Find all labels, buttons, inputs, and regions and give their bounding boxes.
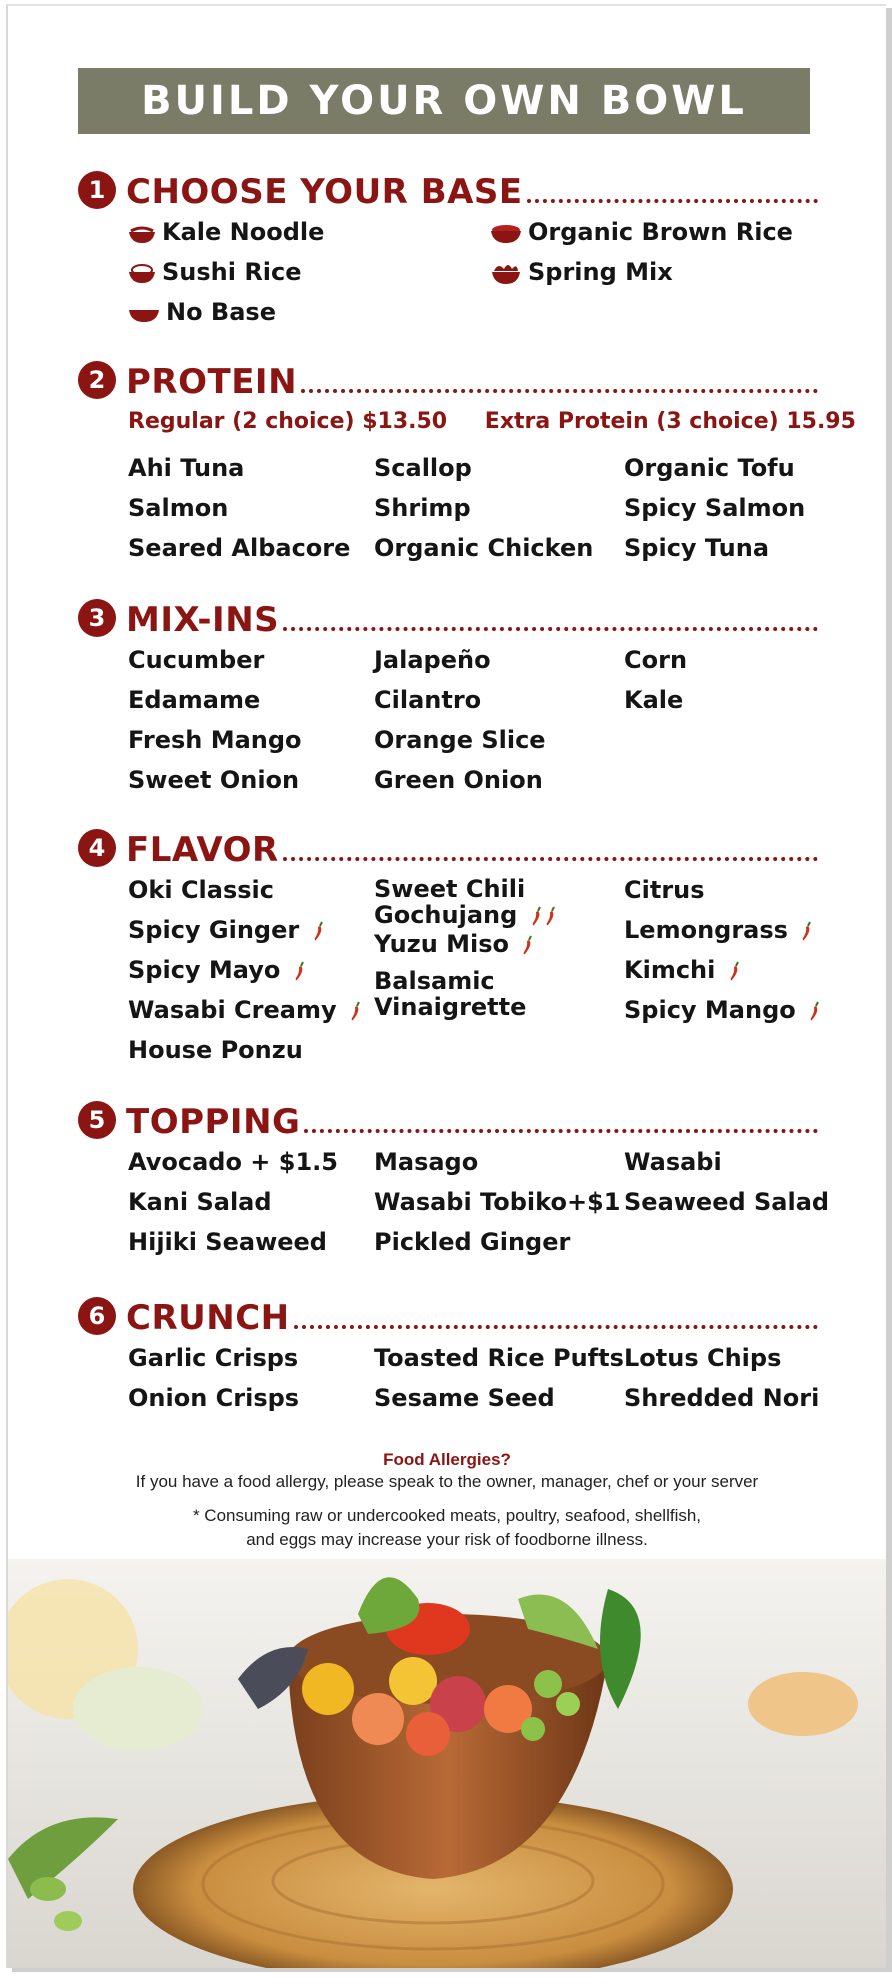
base-option: Organic Brown Rice: [490, 212, 793, 252]
section-crunch: [78, 1294, 818, 1422]
topping-col-2: [374, 1142, 620, 1262]
base-option: Spring Mix: [490, 252, 793, 292]
base-option: No Base: [128, 292, 324, 332]
menu-item: Spicy Tuna: [624, 534, 770, 562]
extra-price: Extra Protein (3 choice) 15.95: [484, 409, 856, 434]
allergy-text: If you have a food allergy, please speak to the owner, manager, chef or your server: [135, 1472, 759, 1491]
menu-item: Cucumber: [128, 646, 265, 674]
flavor-options: [128, 870, 818, 1074]
section-title: CRUNCH: [126, 1298, 290, 1338]
chili-pepper-icon: [727, 960, 741, 982]
chili-pepper-icon: [348, 1000, 362, 1022]
step-number: 3: [78, 599, 116, 637]
topping-options: [128, 1142, 830, 1266]
menu-item: Shredded Nori: [624, 1384, 820, 1412]
dotted-leader: [294, 1325, 818, 1329]
section-header: [78, 358, 818, 402]
menu-item: Edamame: [128, 686, 261, 714]
mixins-col-3: [624, 640, 687, 720]
menu-item: Masago: [374, 1148, 479, 1176]
menu-item: Spicy Mango: [624, 990, 821, 1030]
consumer-warning-line-2: and eggs may increase your risk of foodborne illness.: [246, 1530, 648, 1549]
mixins-col-2: [374, 640, 546, 800]
dotted-leader: [304, 1129, 818, 1133]
crunch-options: [128, 1338, 818, 1422]
section-topping: [78, 1098, 830, 1266]
flavor-col-3: [624, 870, 821, 1030]
menu-item: Spicy Salmon: [624, 494, 806, 522]
chili-pepper-icon: [292, 960, 306, 982]
protein-col-2: [374, 448, 593, 568]
allergy-heading: Food Allergies?: [383, 1450, 511, 1469]
base-col-2: [490, 212, 793, 292]
menu-item: Green Onion: [374, 766, 543, 794]
section-title: MIX-INS: [126, 600, 280, 640]
section-header: [78, 1294, 818, 1338]
crunch-col-2: [374, 1338, 624, 1418]
bowl-icon: [128, 222, 156, 244]
menu-item: Garlic Crisps: [128, 1344, 299, 1372]
mixins-col-1: [128, 640, 302, 800]
menu-item: Kani Salad: [128, 1188, 272, 1216]
menu-item: Organic Tofu: [624, 454, 795, 482]
section-title: CHOOSE YOUR BASE: [126, 172, 523, 212]
topping-col-3: [624, 1142, 829, 1222]
mixins-options: [128, 640, 818, 804]
base-col-1: [128, 212, 324, 332]
section-flavor: [78, 826, 818, 1074]
protein-options: [128, 448, 818, 572]
menu-item: Yuzu Miso: [374, 924, 614, 964]
crunch-col-3: [624, 1338, 819, 1418]
regular-price: Regular (2 choice) $13.50: [128, 409, 448, 434]
crunch-col-1: [128, 1338, 299, 1418]
menu-item: Oki Classic: [128, 876, 275, 904]
bowl-icon: [490, 222, 522, 244]
protein-col-1: [128, 448, 350, 568]
chili-pepper-icon: [543, 905, 557, 927]
section-base: [78, 168, 818, 332]
section-header: [78, 168, 818, 212]
dotted-leader: [283, 857, 818, 861]
allergy-notice: [8, 1450, 886, 1552]
menu-item: Fresh Mango: [128, 726, 302, 754]
menu-item: Seaweed Salad: [624, 1188, 830, 1216]
topping-col-1: [128, 1142, 338, 1262]
poke-bowl-illustration: [8, 1559, 886, 1968]
menu-item: Wasabi: [624, 1148, 722, 1176]
menu-item: Lemongrass: [624, 910, 821, 950]
menu-item: Seared Albacore: [128, 534, 351, 562]
protein-col-3: [624, 448, 805, 568]
section-title: TOPPING: [126, 1102, 301, 1142]
flavor-col-1: [128, 870, 362, 1070]
menu-item: Hijiki Seaweed: [128, 1228, 327, 1256]
section-protein: [78, 358, 856, 572]
bowl-icon: [128, 302, 160, 324]
protein-pricing: [128, 402, 856, 442]
menu-item: Onion Crisps: [128, 1384, 300, 1412]
menu-item: Salmon: [128, 494, 229, 522]
menu-item: Corn: [624, 646, 688, 674]
menu-item: Scallop: [374, 454, 472, 482]
menu-item: Sesame Seed: [374, 1384, 555, 1412]
menu-item: Orange Slice: [374, 726, 546, 754]
chili-pepper-icon: [799, 920, 813, 942]
section-header: [78, 1098, 818, 1142]
menu-item: House Ponzu: [128, 1036, 303, 1064]
flavor-col-2: [374, 876, 614, 1022]
section-title: FLAVOR: [126, 830, 279, 870]
menu-item: Spicy Ginger: [128, 910, 362, 950]
chili-pepper-icon: [311, 920, 325, 942]
menu-item: Organic Chicken: [374, 534, 594, 562]
step-number: 2: [78, 361, 116, 399]
menu-item: Pickled Ginger: [374, 1228, 571, 1256]
section-header: [78, 826, 818, 870]
dotted-leader: [527, 199, 818, 203]
menu-item: Kale: [624, 686, 684, 714]
salad-bowl-icon: [490, 261, 522, 285]
chili-pepper-icon: [807, 1000, 821, 1022]
menu-item: Ahi Tuna: [128, 454, 245, 482]
dotted-leader: [301, 389, 818, 393]
section-header: [78, 596, 818, 640]
menu-item: Shrimp: [374, 494, 471, 522]
section-mixins: [78, 596, 818, 804]
base-options: [128, 212, 818, 332]
menu-item: Toasted Rice Pufts: [374, 1344, 624, 1372]
menu-item: Wasabi Tobiko+$1: [374, 1188, 621, 1216]
menu-page: [6, 4, 886, 1968]
menu-item: Lotus Chips: [624, 1344, 782, 1372]
menu-item: Wasabi Creamy: [128, 990, 362, 1030]
base-option: Kale Noodle: [128, 212, 324, 252]
chili-pepper-icon: [520, 934, 534, 956]
menu-item: Kimchi: [624, 950, 821, 990]
menu-banner: BUILD YOUR OWN BOWL: [78, 68, 810, 134]
consumer-warning-line-1: * Consuming raw or undercooked meats, poultry, seafood, shellfish,: [192, 1506, 702, 1525]
menu-item: Spicy Mayo: [128, 950, 362, 990]
menu-item: Sweet Chili Gochujang: [374, 876, 614, 930]
poke-bowl-photo: [8, 1559, 886, 1968]
step-number: 4: [78, 829, 116, 867]
menu-item: Jalapeño: [374, 646, 491, 674]
menu-item: Sweet Onion: [128, 766, 300, 794]
step-number: 5: [78, 1101, 116, 1139]
bowl-icon: [128, 262, 156, 284]
dotted-leader: [283, 627, 818, 631]
step-number: 6: [78, 1297, 116, 1335]
menu-item: Avocado + $1.5: [128, 1148, 338, 1176]
menu-item: Cilantro: [374, 686, 482, 714]
base-option: Sushi Rice: [128, 252, 324, 292]
step-number: 1: [78, 171, 116, 209]
section-title: PROTEIN: [126, 362, 298, 402]
menu-item: Balsamic Vinaigrette: [374, 967, 527, 1021]
menu-item: Citrus: [624, 876, 705, 904]
